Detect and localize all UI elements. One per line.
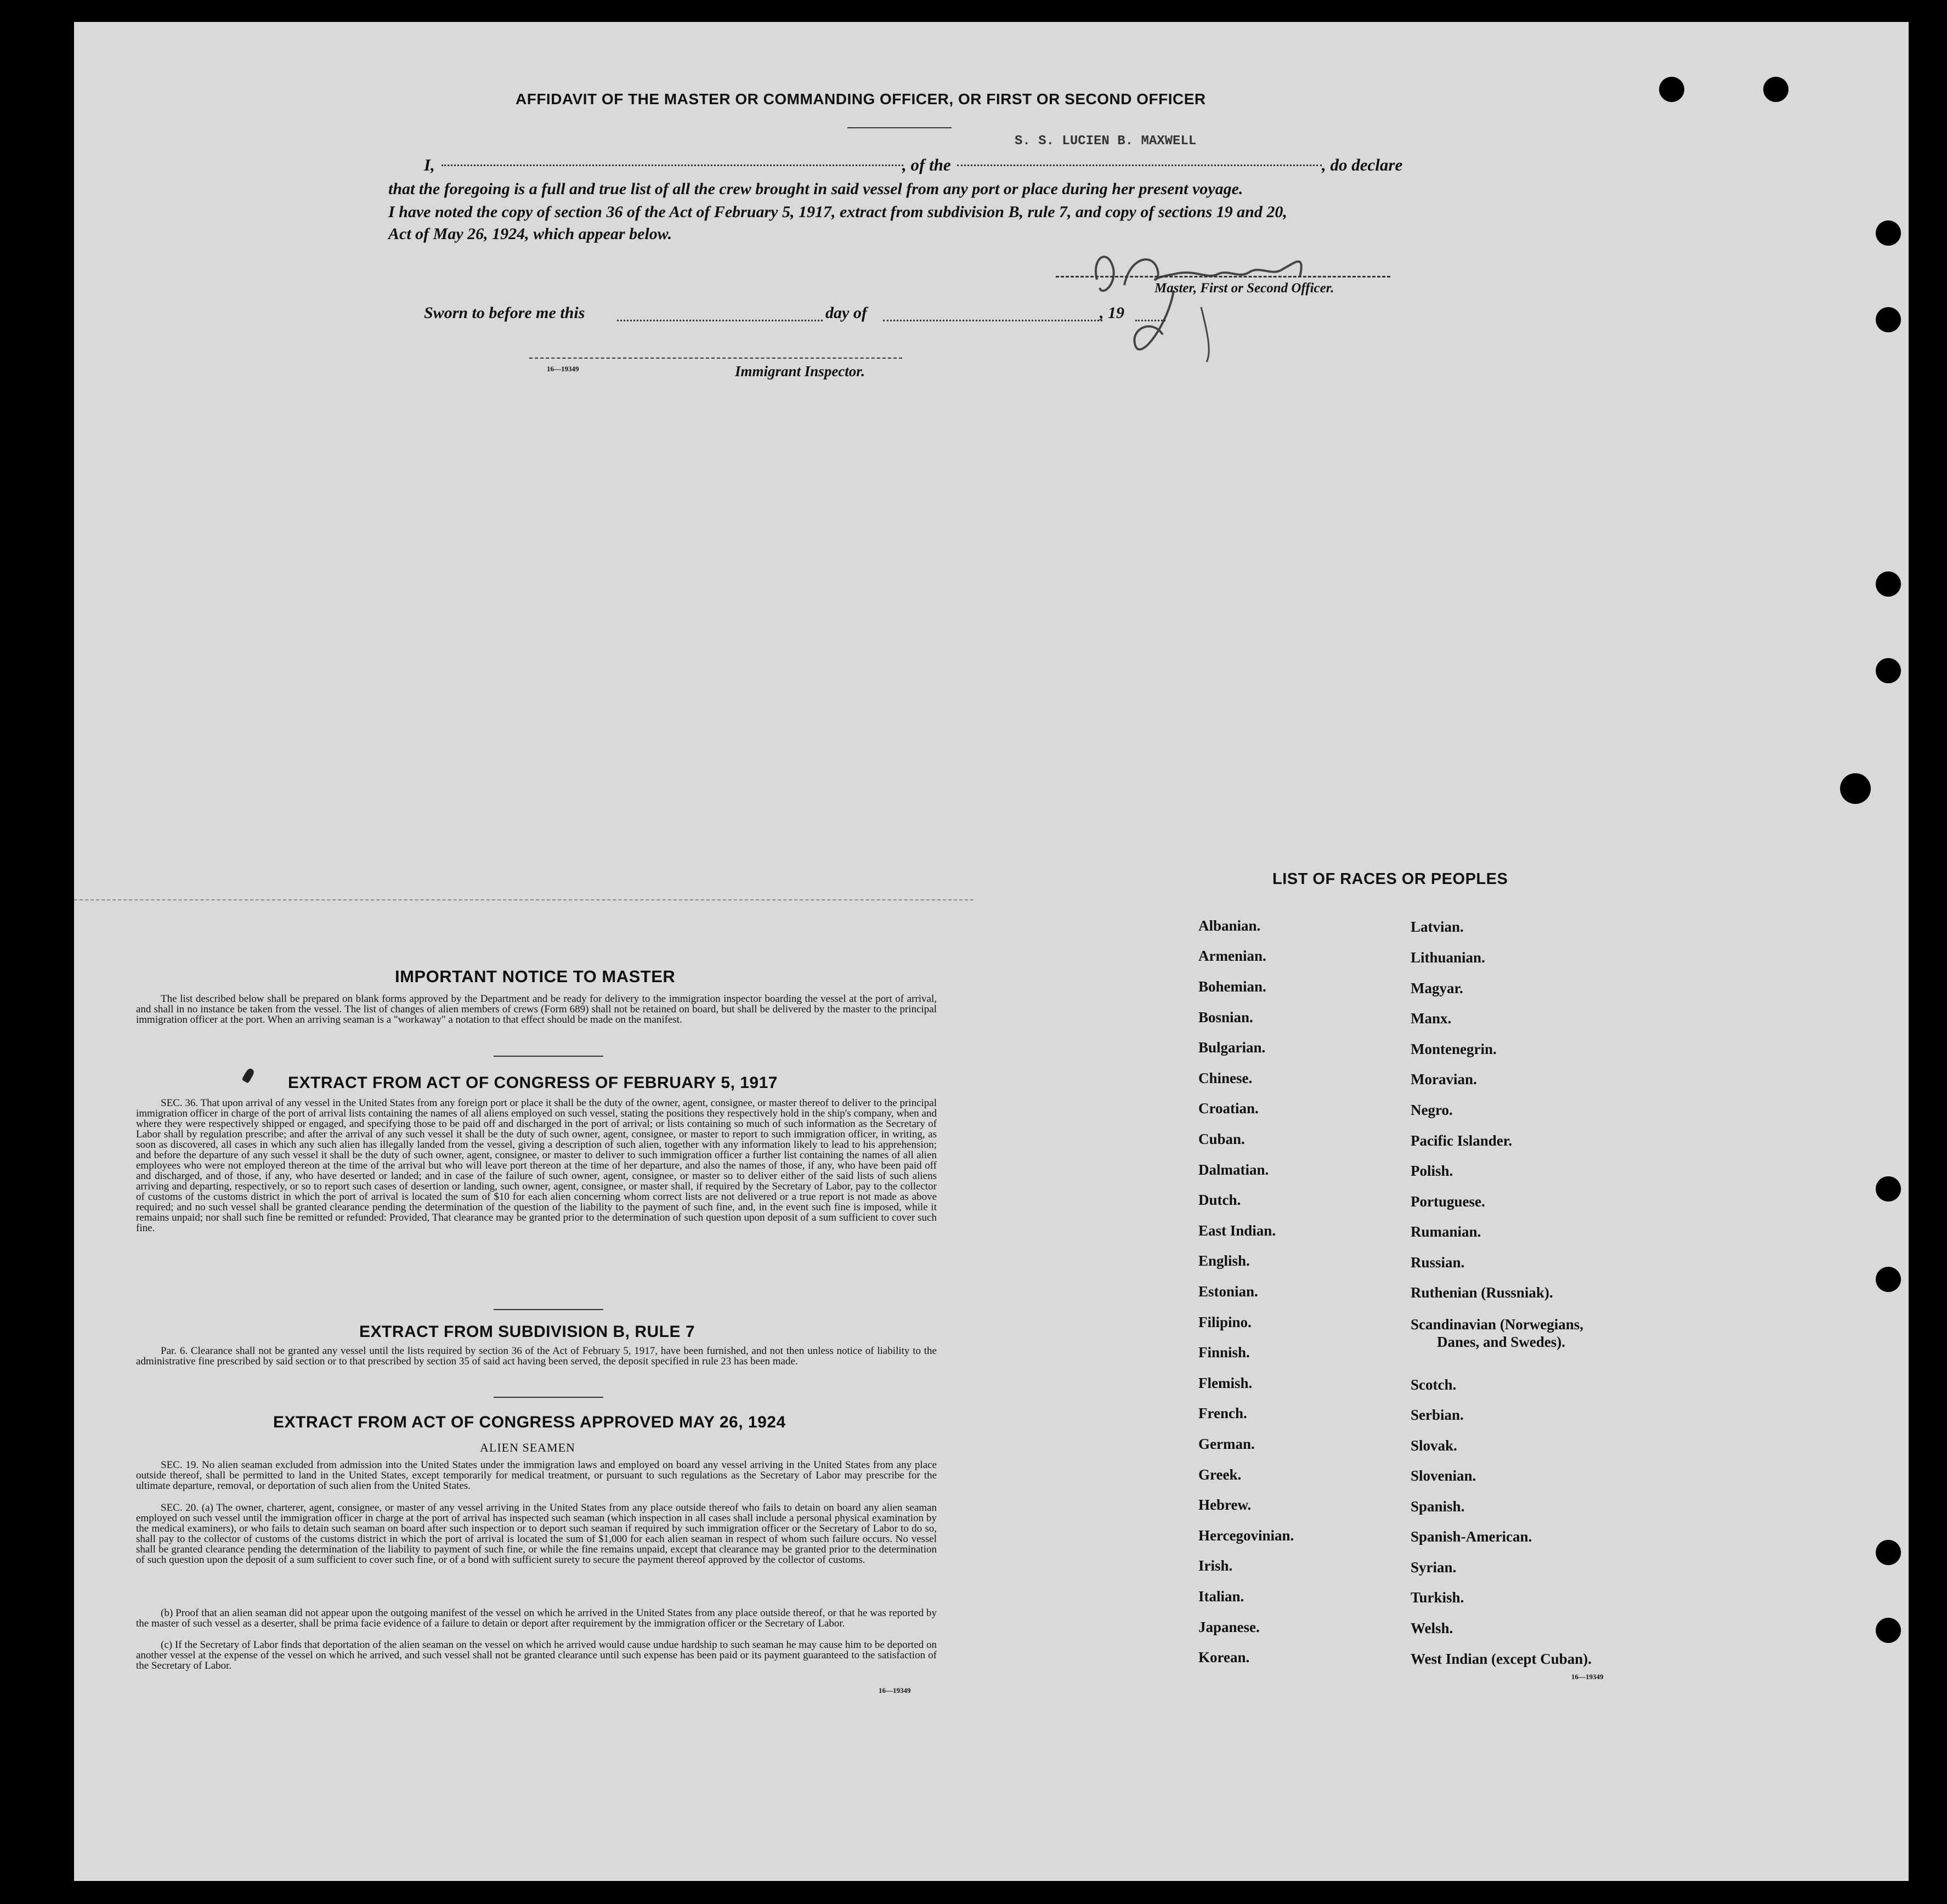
affidavit-do-declare: , do declare — [1322, 155, 1403, 174]
race-item: Hebrew. — [1198, 1497, 1252, 1513]
race-item: West Indian (except Cuban). — [1411, 1651, 1592, 1667]
punch-hole — [1876, 658, 1901, 683]
race-item: Irish. — [1198, 1557, 1233, 1574]
punch-hole — [1876, 1267, 1901, 1292]
race-item: Welsh. — [1411, 1620, 1453, 1636]
race-item: Scandinavian (Norwegians, — [1411, 1316, 1584, 1333]
race-item: Moravian. — [1411, 1071, 1477, 1087]
divider — [494, 1309, 603, 1310]
punch-hole — [1876, 571, 1901, 597]
extract-rule7-body: Par. 6. Clearance shall not be granted any vessel until the lists required by section 36 of the Act of February 5, 1917, have been furnished, and not then unless notice of liability to the administrative fine prescribed by said section or to that prescribed by section 35 of said act having been served, the deposit specified in rule 23 has been made. — [136, 1345, 937, 1367]
vessel-blank — [957, 165, 1322, 166]
race-item: Armenian. — [1198, 948, 1266, 964]
punch-hole — [1840, 773, 1871, 804]
extract-rule7-title: EXTRACT FROM SUBDIVISION B, RULE 7 — [359, 1323, 695, 1341]
race-item: Russian. — [1411, 1254, 1465, 1271]
race-item: Italian. — [1198, 1588, 1244, 1605]
signature — [1075, 236, 1382, 367]
race-item: Latvian. — [1411, 919, 1464, 935]
punch-hole — [1876, 1176, 1901, 1202]
punch-hole — [1876, 307, 1901, 332]
race-item: Finnish. — [1198, 1344, 1250, 1361]
race-item: Japanese. — [1198, 1619, 1260, 1635]
race-item: Croatian. — [1198, 1100, 1259, 1117]
day-of-label: day of — [825, 304, 867, 322]
divider — [494, 1397, 603, 1398]
race-item: Cuban. — [1198, 1131, 1245, 1147]
race-item: Manx. — [1411, 1010, 1452, 1027]
race-item: Greek. — [1198, 1466, 1242, 1483]
race-item: Montenegrin. — [1411, 1041, 1497, 1057]
notice-body: The list described below shall be prepared on blank forms approved by the Department and be ready for delivery to the immigration inspector boarding the vessel at the port of arrival, and shall in no instance be taken from the vessel. The list of changes of alien members of crews (Form 689) shall not be retained on board, but shall be delivered by the master to the principal immigration officer at the port. When an arriving seaman is a "workaway" a notation to that effect should be made on the manifest. — [136, 993, 937, 1025]
race-item: Ruthenian (Russniak). — [1411, 1284, 1553, 1301]
affidavit-line-4: Act of May 26, 1924, which appear below. — [388, 225, 672, 243]
sec-20a: SEC. 20. (a) The owner, charterer, agent, consignee, or master of any vessel arriving in the United States from any place outside thereof who fails to detain on board any alien seaman employed on such vessel until the immigration officer in charge at the port of arrival has inspected such seaman (which inspection in all cases shall include a personal physical examination by the medical examiners), or who fails to detain such seaman on board after such inspection or to deport such seaman if required by such immigration officer or the Secretary of Labor to do so, shall pay to the collector of customs of the customs district in which the port of arrival is located the sum of $1,000 for each alien seaman in respect of whom such failure occurs. No vessel shall be granted clearance pending the determination of the liability to payment of such fine, or while the fine remains unpaid, except that clearance may be granted prior to the determination of such question upon the deposit of a sum sufficient to cover such fine, or of a bond with sufficient surety to secure the payment thereof approved by the collector of customs. — [136, 1502, 937, 1566]
race-item: Dalmatian. — [1198, 1161, 1269, 1178]
fold-line — [74, 899, 974, 900]
race-item: Polish. — [1411, 1163, 1453, 1179]
punch-hole — [1763, 77, 1788, 102]
race-item: Albanian. — [1198, 917, 1261, 934]
sec-20c: (c) If the Secretary of Labor finds that deportation of the alien seaman on the vessel on which he arrived would cause undue hardship to such seaman he may cause him to be deported on another vessel at the expense of the vessel on which he arrived, and such vessel shall not be granted clearance until such expense has been paid or its payment guaranteed to the satisfaction of the Secretary of Labor. — [136, 1639, 937, 1671]
inspector-caption: Immigrant Inspector. — [735, 363, 865, 379]
affidavit-of-the: , of the — [902, 155, 951, 174]
race-item: Slovak. — [1411, 1437, 1457, 1454]
race-item: Bulgarian. — [1198, 1039, 1266, 1056]
race-item: Rumanian. — [1411, 1223, 1481, 1240]
form-number-right: 16—19349 — [1571, 1673, 1604, 1681]
punch-hole — [1876, 220, 1901, 246]
race-item: Filipino. — [1198, 1314, 1252, 1330]
month-blank — [883, 320, 1102, 321]
title-underline — [847, 127, 952, 128]
divider — [494, 1056, 603, 1057]
affidavit-title: AFFIDAVIT OF THE MASTER OR COMMANDING OFFICER, OR FIRST OR SECOND OFFICER — [516, 90, 1206, 107]
punch-hole — [1876, 1618, 1901, 1643]
sworn-label: Sworn to before me this — [424, 304, 585, 322]
race-item: Korean. — [1198, 1649, 1250, 1665]
race-item: Portuguese. — [1411, 1193, 1485, 1210]
affidavit-line-2: that the foregoing is a full and true list of all the crew brought in said vessel from any port or place during her present voyage. — [388, 180, 1243, 198]
race-item: English. — [1198, 1253, 1250, 1269]
signature-line — [1056, 276, 1390, 277]
race-item: Lithuanian. — [1411, 949, 1485, 966]
inspector-line — [529, 358, 902, 359]
race-item: Scotch. — [1411, 1376, 1457, 1393]
race-item: Spanish. — [1411, 1498, 1465, 1515]
race-item: East Indian. — [1198, 1222, 1276, 1239]
year-blank — [1135, 320, 1165, 321]
race-item: Flemish. — [1198, 1375, 1253, 1391]
extract-1924-title: EXTRACT FROM ACT OF CONGRESS APPROVED MAY 26, 1924 — [273, 1413, 786, 1431]
race-item: Spanish-American. — [1411, 1528, 1532, 1545]
sec-20b: (b) Proof that an alien seaman did not appear upon the outgoing manifest of the vessel on which he arrived in the United States from any place outside thereof, or that he was reported by the master of such vessel as a deserter, shall be prima facie evidence of a failure to detain or deport after requirement by the immigration officer or the Secretary of Labor. — [136, 1607, 937, 1629]
form-number: 16—19349 — [547, 365, 579, 373]
affidavit-line-3: I have noted the copy of section 36 of the Act of February 5, 1917, extract from subdivision B, rule 7, and copy of sections 19 and 20, — [388, 203, 1287, 221]
punch-hole — [1876, 1540, 1901, 1565]
affidavit-i: I, — [424, 155, 435, 174]
race-item: Syrian. — [1411, 1559, 1457, 1576]
race-item: Hercegovinian. — [1198, 1527, 1294, 1544]
extract-1917-body: SEC. 36. That upon arrival of any vessel in the United States from any foreign port or place it shall be the duty of the owner, agent, consignee, or master thereof to deliver to the principal immigration officer in charge of the port of arrival lists containing the names of all aliens employed on such vessel, stating the positions they respectively hold in the ship's company, when and where they were respectively shipped or engaged, and specifying those to be paid off and discharged in the port of arrival; or lists containing so much of such information as the Secretary of Labor shall by regulation prescribe; and after the arrival of any such vessel it shall be the duty of such owner, agent, consignee, or master to report to such immigration officer, in writing, as soon as discovered, all cases in which any such alien has illegally landed from the vessel, giving a description of such alien, together with any information likely to lead to his apprehension; and before the departure of any such vessel it shall be the duty of such owner, agent, consignee, or master to deliver to such immigration officer a further list containing the names of all alien employees who were not employed thereon at the time of the arrival but who will leave port thereon at the time of her departure, and also the names of those, if any, who have been paid off and discharged, and of those, if any, who have deserted or landed; and in case of the failure of such owner, agent, consignee, or master so to deliver either of the said lists of such aliens arriving and departing, respectively, or so to report such cases of desertion or landing, such owner, agent, consignee, or master shall, if required by the Secretary of Labor, pay to the collector of customs of the customs district in which the port of arrival is located the sum of $10 for each alien concerning whom correct lists are not delivered or a true report is not made as above required; and no such vessel shall be granted clearance pending the determination of the question of the liability to the payment of such fine, and, in the event such fine is imposed, while it remains unpaid; nor shall such fine be remitted or refunded: Provided, That clearance may be granted prior to the determination of such question upon deposit of a sum sufficient to cover such fine. — [136, 1097, 937, 1234]
punch-hole — [1659, 77, 1684, 102]
race-item: Danes, and Swedes). — [1437, 1334, 1566, 1350]
form-number-left: 16—19349 — [879, 1686, 911, 1695]
race-item: Chinese. — [1198, 1070, 1253, 1086]
sec-19: SEC. 19. No alien seaman excluded from admission into the United States under the immigration laws and employed on board any vessel arriving in the United States from any place outside thereof, shall be permitted to land in the United States, except temporarily for medical treatment, or pursuant to such regulations as the Secretary of Labor may prescribe for the ultimate departure, removal, or deportation of such alien from the United States. — [136, 1459, 937, 1492]
race-item: Bosnian. — [1198, 1009, 1253, 1025]
year-prefix: , 19 — [1100, 304, 1124, 322]
races-title: LIST OF RACES OR PEOPLES — [1272, 870, 1508, 888]
sworn-date-blank — [617, 320, 823, 321]
notice-title: IMPORTANT NOTICE TO MASTER — [395, 967, 676, 986]
race-item: Turkish. — [1411, 1589, 1464, 1606]
race-item: Dutch. — [1198, 1192, 1241, 1208]
race-item: Slovenian. — [1411, 1467, 1476, 1484]
race-item: Negro. — [1411, 1102, 1453, 1118]
race-item: Serbian. — [1411, 1407, 1464, 1423]
name-blank — [442, 165, 903, 166]
race-item: Estonian. — [1198, 1283, 1258, 1300]
extract-1917-title: EXTRACT FROM ACT OF CONGRESS OF FEBRUARY 5, 1917 — [288, 1074, 778, 1092]
race-item: Magyar. — [1411, 980, 1463, 996]
race-item: French. — [1198, 1405, 1247, 1421]
document-page — [74, 22, 1909, 1881]
race-item: Bohemian. — [1198, 978, 1266, 995]
alien-seamen-subtitle: ALIEN SEAMEN — [480, 1441, 575, 1454]
vessel-name: S. S. LUCIEN B. MAXWELL — [1015, 134, 1197, 149]
signature-caption: Master, First or Second Officer. — [1154, 281, 1334, 296]
race-item: Pacific Islander. — [1411, 1132, 1512, 1149]
race-item: German. — [1198, 1436, 1255, 1452]
